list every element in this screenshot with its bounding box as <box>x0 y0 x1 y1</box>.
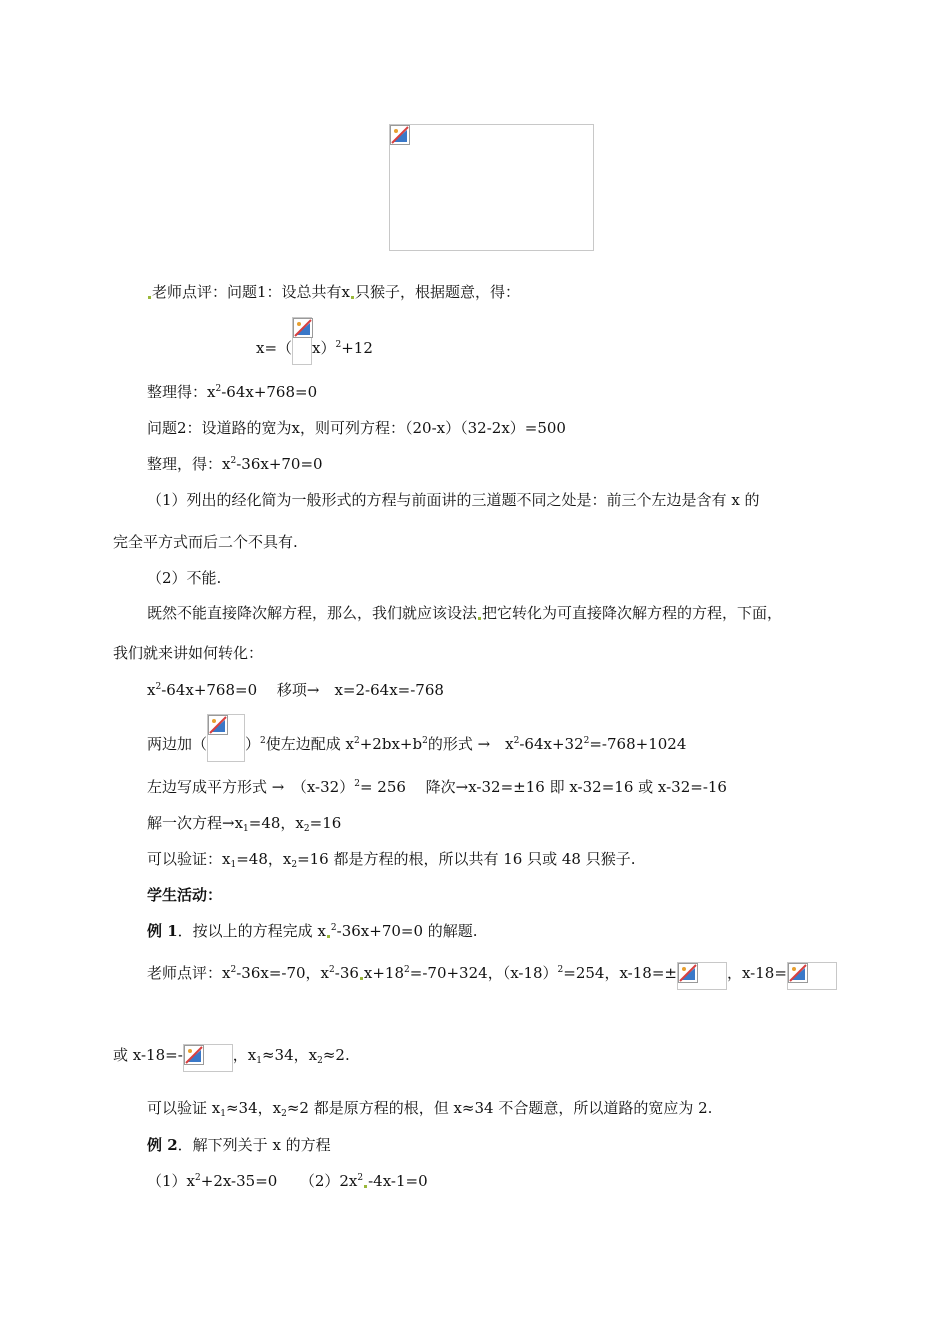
fraction-image <box>207 714 245 762</box>
line-equation-1: x=（ x）$^2$+12 <box>256 333 373 365</box>
marker-dot <box>327 935 330 938</box>
broken-image-icon <box>208 715 228 735</box>
line-step-move: $x^2-64x+768=0$ 移项→ x=2-64x=-768 <box>147 681 444 699</box>
line-step-complete-square: 两边加（ ）$^2$使左边配成 $x^2+2bx+b^2$的形式 → $x^2-64x+32^2=-768+1024$ <box>147 728 686 762</box>
line-point-2: （2）不能. <box>147 569 222 587</box>
line-transition: 既然不能直接降次解方程，那么，我们就应该设法 把它转化为可直接降次解方程的方程，下面， <box>147 604 783 622</box>
line-verify-1: 可以验证：$x_1=48$，$x_2=16$ 都是方程的根，所以共有 16 只或 48 只猴子. <box>147 850 636 870</box>
broken-image-icon <box>390 125 410 145</box>
line-example-2-items: $(1)x^2+2x-35=0$ $(2)2x^2$ -4x-1=0 <box>147 1172 428 1190</box>
marker-dot <box>360 977 363 980</box>
line-step-square-form: 左边写成平方形式 → $(x-32)^2= 256$ 降次→x-32=±16 即 x-32=16 或 x-32=-16 <box>147 778 727 796</box>
line-simplify-1: 整理得：$x^2-64x+768=0$ <box>147 383 318 401</box>
sqrt-image <box>787 962 837 990</box>
line-problem-2: 问题2：设道路的宽为x，则可列方程：（20-x）（32-2x）=500 <box>147 419 566 437</box>
line-teacher-comment-2: 老师点评：$x^2-36x=-70$，$x^2-36$ $x+18^2=-70+324$，$(x-18)^2=254$，x-18=± ，x-18= <box>147 958 837 990</box>
line-point-1: （1）列出的经化简为一般形式的方程与前面讲的三道题不同之处是：前三个左边是含有 x 的 <box>147 491 760 509</box>
sqrt-image <box>183 1044 233 1072</box>
line-teacher-comment-1: 老师点评：问题1：设总共有x 只猴子，根据题意，得： <box>147 282 520 302</box>
line-transition-cont: 我们就来讲如何转化： <box>113 644 264 662</box>
broken-image-icon <box>293 318 313 338</box>
marker-dot <box>351 296 354 299</box>
line-simplify-2: 整理，得：$x^2-36x+70=0$ <box>147 455 323 473</box>
section-heading-student-activity: 学生活动： <box>147 886 223 904</box>
fraction-image <box>292 317 312 365</box>
marker-dot <box>364 1185 367 1188</box>
broken-image-icon <box>788 963 808 983</box>
marker-dot <box>478 617 481 620</box>
line-teacher-comment-2-cont: 或 x-18=- ，$x_1\approx 34$，$x_2\approx 2$. <box>113 1040 350 1072</box>
broken-image-icon <box>184 1045 204 1065</box>
line-point-1-cont: 完全平方式而后二个不具有. <box>113 533 298 551</box>
line-example-1: 例 1．按以上的方程完成 x $^2$-36x+70=0 的解题. <box>147 922 478 940</box>
broken-image-icon <box>678 963 698 983</box>
figure-placeholder <box>389 124 594 251</box>
line-example-2: 例 2．解下列关于 x 的方程 <box>147 1136 331 1154</box>
line-step-solve: 解一次方程$\to x_1=48$，$x_2=16$ <box>147 814 342 834</box>
marker-dot <box>148 296 151 299</box>
sqrt-image <box>677 962 727 990</box>
line-verify-2: 可以验证 $x_1\approx 34$，$x_2\approx 2$ 都是原方程的根，但 x≈34 不合题意，所以道路的宽应为 2. <box>147 1099 713 1119</box>
